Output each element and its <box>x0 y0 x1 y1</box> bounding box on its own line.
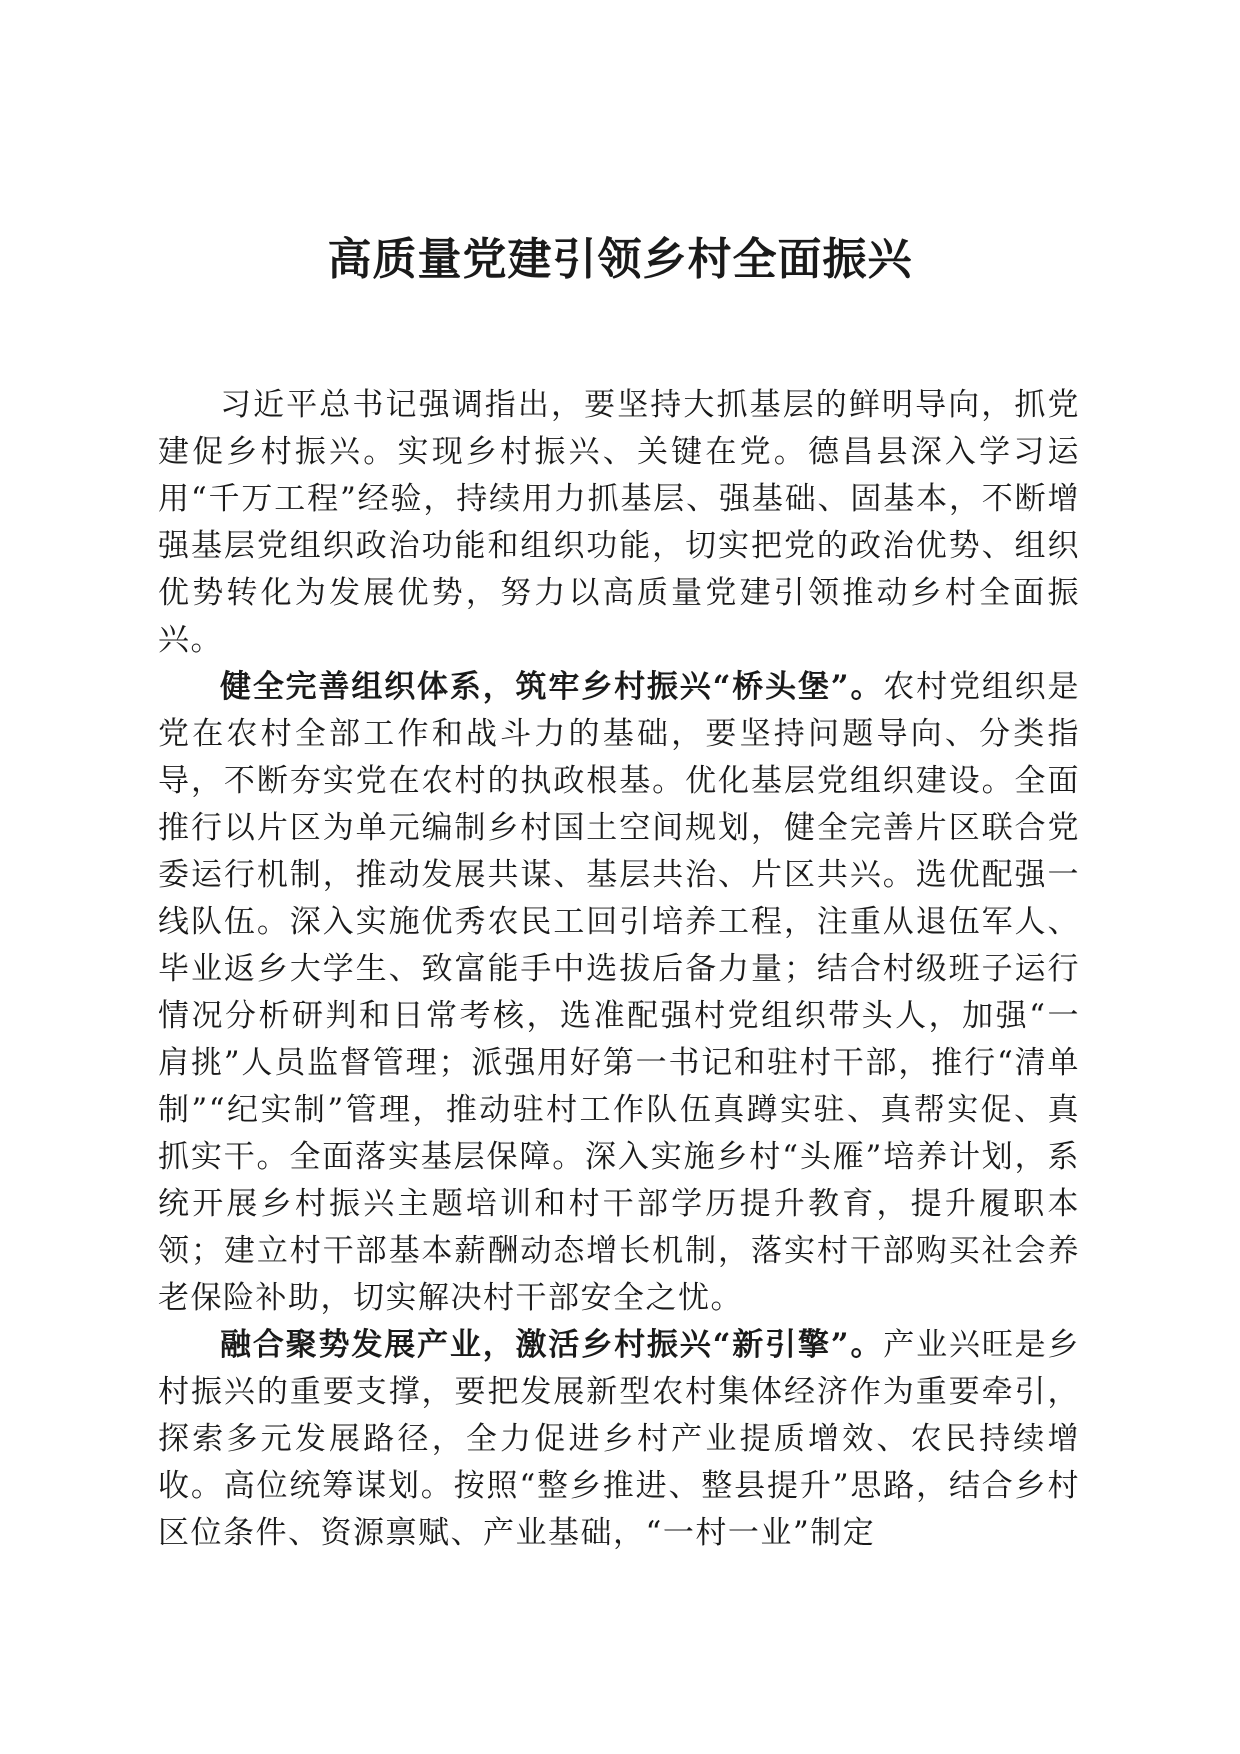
paragraph-lead-heading: 融合聚势发展产业，激活乡村振兴“新引擎”。 <box>220 1327 884 1363</box>
paragraph-lead-heading: 健全完善组织体系，筑牢乡村振兴“桥头堡”。 <box>220 669 884 705</box>
page-title: 高质量党建引领乡村全面振兴 <box>327 234 913 285</box>
paragraph-text: 习近平总书记强调指出，要坚持大抓基层的鲜明导向，抓党建促乡村振兴。实现乡村振兴、关键在党。德昌县深入学习运用“千万工程”经验，持续用力抓基层、强基础、固基本，不断增强基层党组织政治功能和组织功能，切实把党的政治优势、组织优势转化为发展优势，努力以高质量党建引领推动乡村全面振兴。 <box>158 387 1080 658</box>
paragraph-intro <box>158 382 1080 664</box>
article-body <box>158 382 1080 1557</box>
paragraph-text: 产业兴旺是乡村振兴的重要支撑，要把发展新型农村集体经济作为重要牵引，探索多元发展路径，全力促进乡村产业提质增效、农民持续增收。高位统筹谋划。按照“整乡推进、整县提升”思路，结合乡村区位条件、资源禀赋、产业基础，“一村一业”制定 <box>158 1327 1080 1551</box>
paragraph-organization <box>158 664 1080 1322</box>
paragraph-text: 农村党组织是党在农村全部工作和战斗力的基础，要坚持问题导向、分类指导，不断夯实党在农村的执政根基。优化基层党组织建设。全面推行以片区为单元编制乡村国土空间规划，健全完善片区联合党委运行机制，推动发展共谋、基层共治、片区共兴。选优配强一线队伍。深入实施优秀农民工回引培养工程，注重从退伍军人、毕业返乡大学生、致富能手中选拔后备力量；结合村级班子运行情况分析研判和日常考核，选准配强村党组织带头人，加强“一肩挑”人员监督管理；派强用好第一书记和驻村干部，推行“清单制”“纪实制”管理，推动驻村工作队伍真蹲实驻、真帮实促、真抓实干。全面落实基层保障。深入实施乡村“头雁”培养计划，系统开展乡村振兴主题培训和村干部学历提升教育，提升履职本领；建立村干部基本薪酬动态增长机制，落实村干部购买社会养老保险补助，切实解决村干部安全之忧。 <box>158 669 1080 1316</box>
paragraph-industry <box>158 1322 1080 1557</box>
